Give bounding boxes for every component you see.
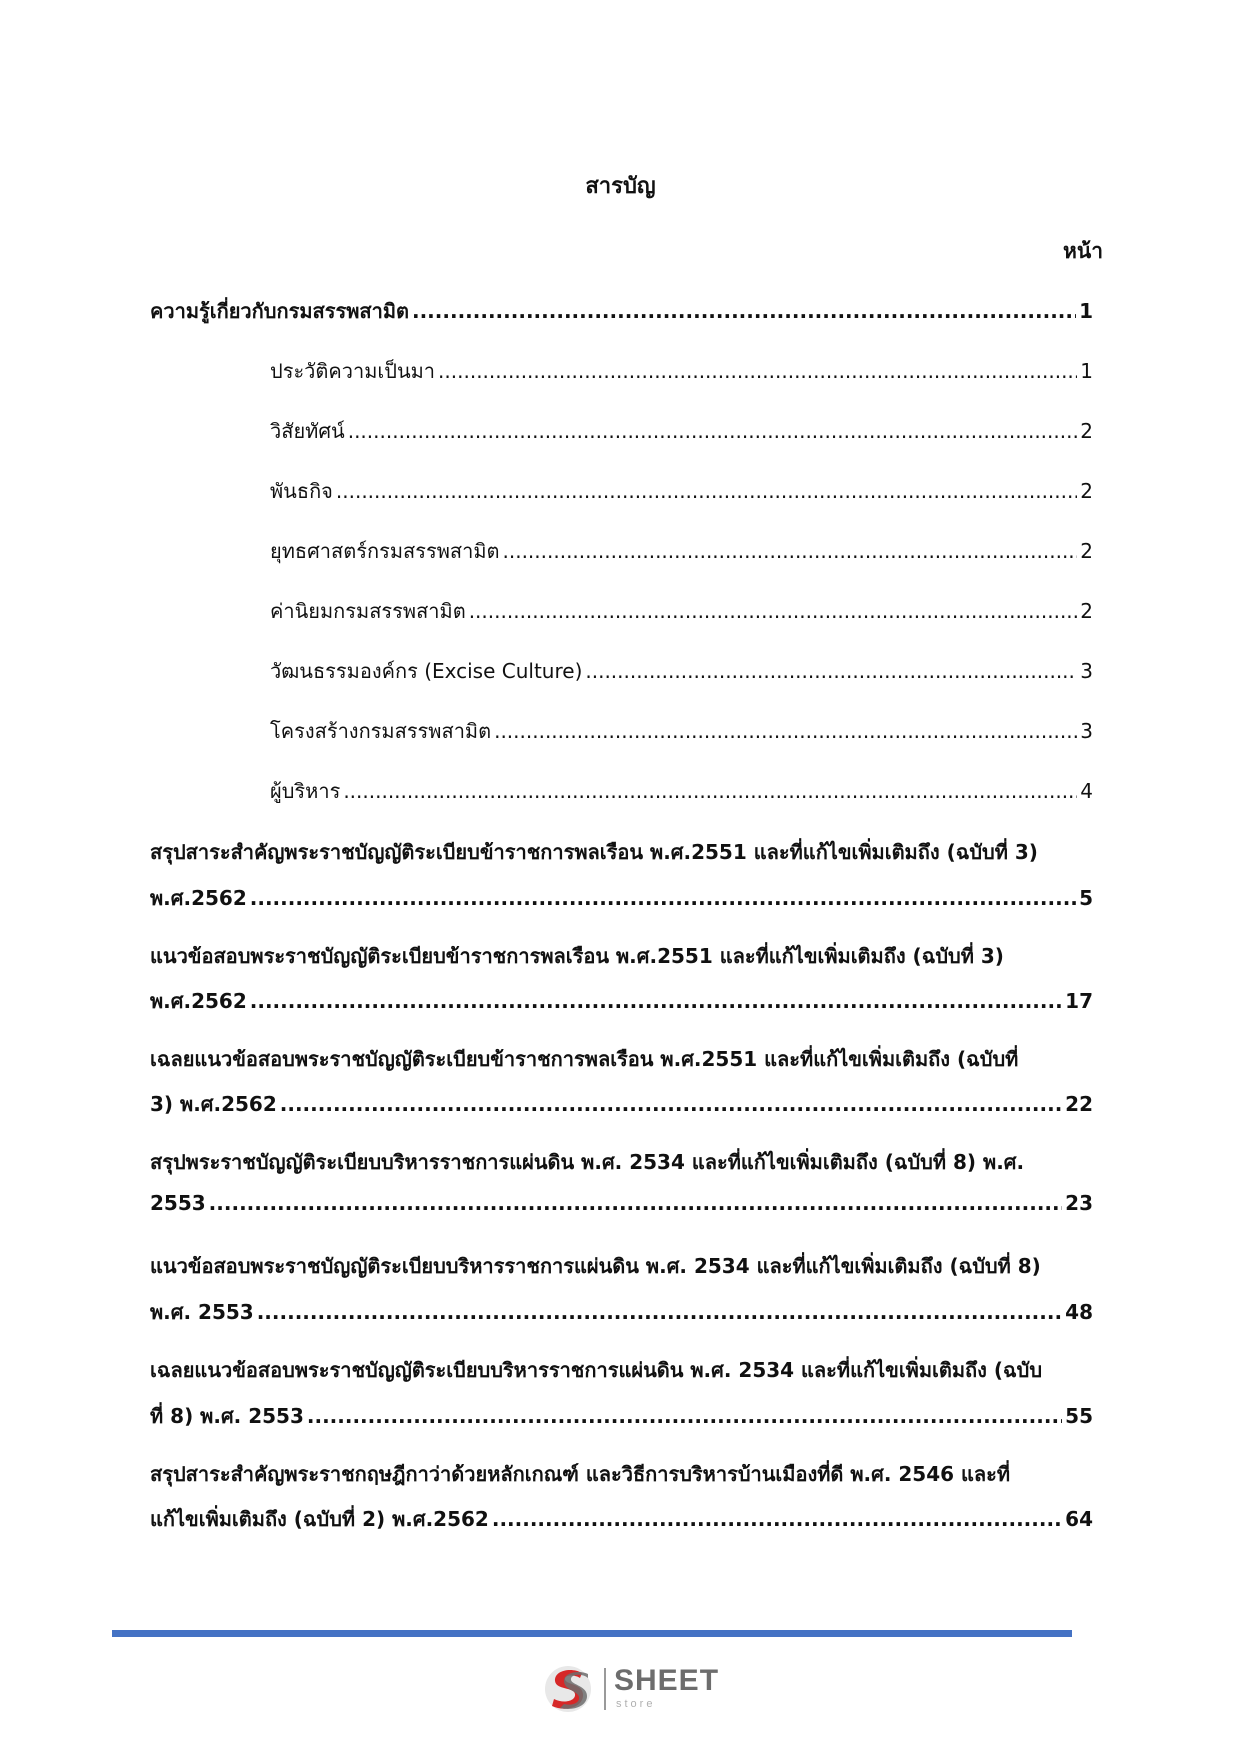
toc-page-number: 1 bbox=[1080, 359, 1093, 383]
dot-leader bbox=[412, 299, 1076, 323]
toc-entry-title-line: เฉลยแนวข้อสอบพระราชบัญญัติระเบียบบริหารราชการแผ่นดิน พ.ศ. 2534 และที่แก้ไขเพิ่มเติมถึง (ฉบับ bbox=[150, 1358, 1043, 1382]
toc-entry-title-line: แนวข้อสอบพระราชบัญญัติระเบียบข้าราชการพลเรือน พ.ศ.2551 และที่แก้ไขเพิ่มเติมถึง (ฉบับที่ 3) bbox=[150, 944, 1004, 968]
toc-page-number: 2 bbox=[1080, 599, 1093, 623]
toc-entry-main bbox=[150, 1296, 1093, 1328]
toc-entry-main bbox=[150, 295, 1093, 327]
footer-rule bbox=[112, 1630, 1072, 1637]
dot-leader bbox=[209, 1191, 1062, 1215]
toc-page-number: 5 bbox=[1079, 886, 1093, 910]
toc-entry-main bbox=[150, 1088, 1093, 1120]
toc-entry-text: พันธกิจ bbox=[270, 479, 333, 503]
toc-page-number: 48 bbox=[1065, 1300, 1093, 1324]
toc-entry-sub bbox=[270, 415, 1093, 447]
toc-entry-sub bbox=[270, 715, 1093, 747]
dot-leader bbox=[257, 1300, 1062, 1324]
page-title: สารบัญ bbox=[585, 174, 656, 199]
toc-page-number: 2 bbox=[1080, 479, 1093, 503]
page-column-header: หน้า bbox=[1063, 239, 1103, 263]
toc-entry-text: ผู้บริหาร bbox=[270, 779, 341, 803]
sheet-store-logo-icon bbox=[544, 1664, 596, 1714]
dot-leader bbox=[438, 359, 1077, 383]
dot-leader bbox=[585, 659, 1077, 683]
toc-entry-title-line: แนวข้อสอบพระราชบัญญัติระเบียบบริหารราชการแผ่นดิน พ.ศ. 2534 และที่แก้ไขเพิ่มเติมถึง (ฉบับที่ 8) bbox=[150, 1254, 1041, 1278]
toc-entry-main bbox=[150, 985, 1093, 1017]
toc-entry-text: พ.ศ.2562 bbox=[150, 886, 247, 910]
toc-entry-text: วัฒนธรรมองค์กร (Excise Culture) bbox=[270, 659, 583, 683]
dot-leader bbox=[280, 1092, 1062, 1116]
dot-leader bbox=[250, 989, 1062, 1013]
toc-entry-text: วิสัยทัศน์ bbox=[270, 419, 345, 443]
toc-entry-main bbox=[150, 1400, 1093, 1432]
toc-entry-text: โครงสร้างกรมสรรพสามิต bbox=[270, 719, 492, 743]
logo-wordmark: SHEET bbox=[614, 1664, 720, 1697]
toc-page-number: 2 bbox=[1080, 419, 1093, 443]
toc-entry-text: ประวัติความเป็นมา bbox=[270, 359, 436, 383]
toc-entry-title-line: เฉลยแนวข้อสอบพระราชบัญญัติระเบียบข้าราชการพลเรือน พ.ศ.2551 และที่แก้ไขเพิ่มเติมถึง (ฉบับที่ bbox=[150, 1047, 1019, 1071]
toc-entry-text: 3) พ.ศ.2562 bbox=[150, 1092, 277, 1116]
toc-entry-sub bbox=[270, 355, 1093, 387]
toc-page-number: 4 bbox=[1080, 779, 1093, 803]
toc-entry-text: ความรู้เกี่ยวกับกรมสรรพสามิต bbox=[150, 299, 409, 323]
toc-entry-sub bbox=[270, 595, 1093, 627]
toc-entry-text: พ.ศ. 2553 bbox=[150, 1300, 254, 1324]
toc-page-number: 3 bbox=[1080, 719, 1093, 743]
toc-entry-title-line: สรุปสาระสำคัญพระราชบัญญัติระเบียบข้าราชการพลเรือน พ.ศ.2551 และที่แก้ไขเพิ่มเติมถึง (ฉบับที่ 3) bbox=[150, 840, 1038, 864]
dot-leader bbox=[503, 539, 1078, 563]
toc-page-number: 55 bbox=[1065, 1404, 1093, 1428]
dot-leader bbox=[492, 1507, 1062, 1531]
toc-entry-text: 2553 bbox=[150, 1191, 206, 1215]
dot-leader bbox=[250, 886, 1076, 910]
toc-page-number: 23 bbox=[1065, 1191, 1093, 1215]
toc-entry-sub bbox=[270, 535, 1093, 567]
toc-entry-sub bbox=[270, 775, 1093, 807]
dot-leader bbox=[348, 419, 1078, 443]
toc-entry-sub bbox=[270, 475, 1093, 507]
toc-entry-text: ที่ 8) พ.ศ. 2553 bbox=[150, 1404, 304, 1428]
dot-leader bbox=[307, 1404, 1062, 1428]
toc-entry-main bbox=[150, 1191, 1093, 1215]
toc-entry-text: พ.ศ.2562 bbox=[150, 989, 247, 1013]
logo-subtext: store bbox=[616, 1698, 656, 1710]
toc-page-number: 17 bbox=[1065, 989, 1093, 1013]
toc-page-number: 64 bbox=[1065, 1507, 1093, 1531]
toc-page-number: 22 bbox=[1065, 1092, 1093, 1116]
sheet-store-logo bbox=[544, 1664, 724, 1714]
dot-leader bbox=[343, 779, 1077, 803]
toc-entry-sub bbox=[270, 655, 1093, 687]
toc-page-number: 1 bbox=[1079, 299, 1093, 323]
toc-entry-title-line: สรุปสาระสำคัญพระราชกฤษฎีกาว่าด้วยหลักเกณฑ์ และวิธีการบริหารบ้านเมืองที่ดี พ.ศ. 2546 และที่ bbox=[150, 1462, 1011, 1486]
toc-page-number: 3 bbox=[1080, 659, 1093, 683]
toc-entry-title-line: สรุปพระราชบัญญัติระเบียบบริหารราชการแผ่นดิน พ.ศ. 2534 และที่แก้ไขเพิ่มเติมถึง (ฉบับที่ 8) พ.ศ. bbox=[150, 1150, 1025, 1174]
toc-page-number: 2 bbox=[1080, 539, 1093, 563]
logo-divider bbox=[604, 1668, 606, 1710]
dot-leader bbox=[494, 719, 1077, 743]
toc-entry-text: แก้ไขเพิ่มเติมถึง (ฉบับที่ 2) พ.ศ.2562 bbox=[150, 1507, 489, 1531]
toc-entry-main bbox=[150, 882, 1093, 914]
dot-leader bbox=[469, 599, 1078, 623]
toc-entry-text: ค่านิยมกรมสรรพสามิต bbox=[270, 599, 466, 623]
toc-entry-text: ยุทธศาสตร์กรมสรรพสามิต bbox=[270, 539, 500, 563]
dot-leader bbox=[336, 479, 1077, 503]
toc-entry-main bbox=[150, 1503, 1093, 1535]
